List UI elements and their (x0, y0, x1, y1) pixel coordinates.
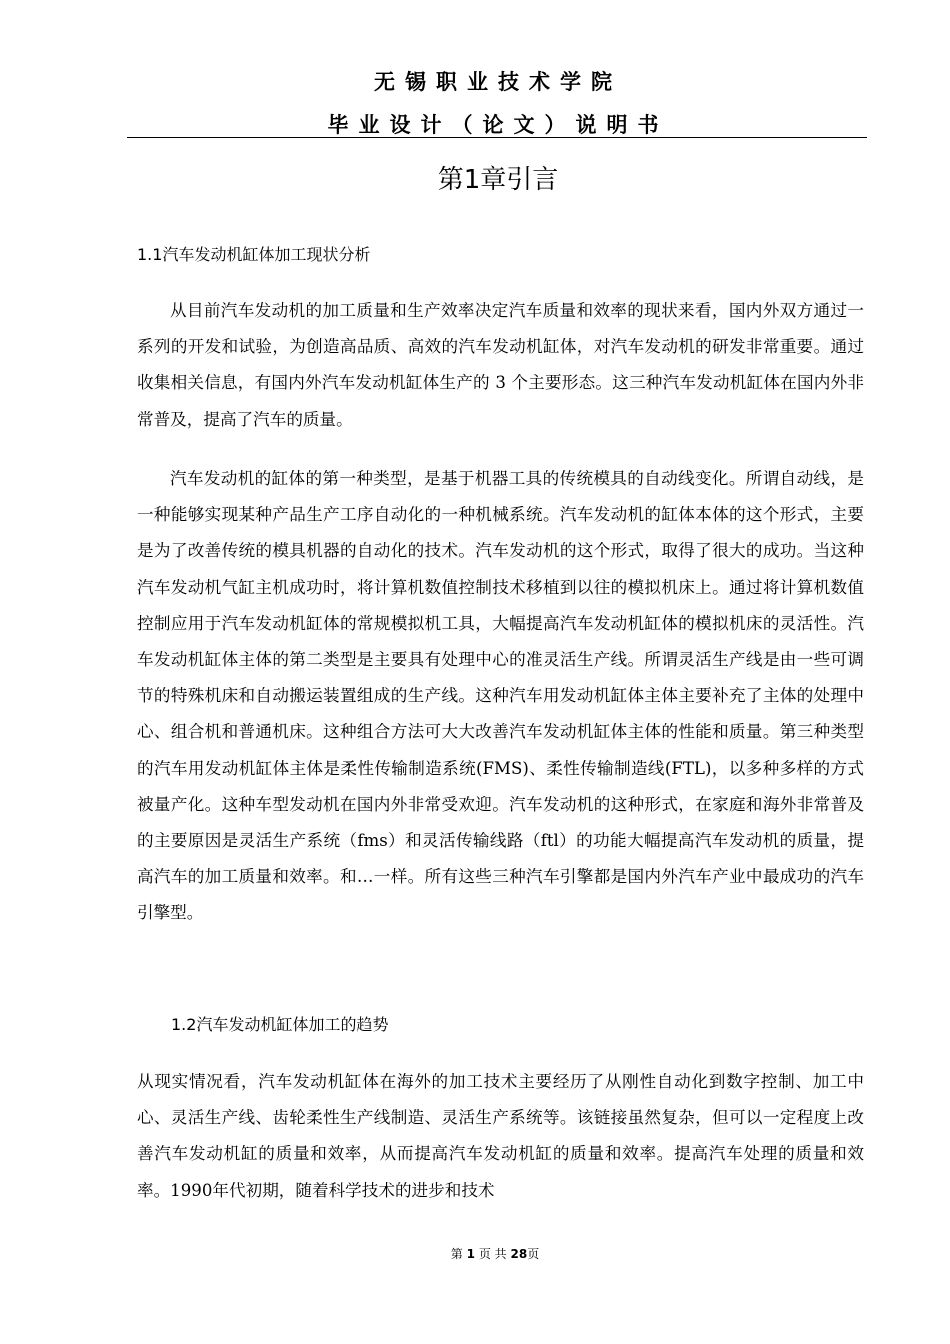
current-page-number: 1 (466, 1247, 475, 1261)
school-name: 无锡职业技术学院 (374, 70, 622, 94)
paragraph: 汽车发动机的缸体的第一种类型，是基于机器工具的传统模具的自动线变化。所谓自动线，是一种能够实现某种产品生产工序自动化的一种机械系统。汽车发动机的缸体本体的这个形式，主要是为了改善传统的模具机器的自动化的技术。汽车发动机的这个形式，取得了很大的成功。当这种汽车发动机气缸主机成功时，将计算机数值控制技术移植到以往的模拟机床上。通过将计算机数值控制应用于汽车发动机缸体的常规模拟机工具，大幅提高汽车发动机缸体的模拟机床的灵活性。汽车发动机缸体主体的第二类型是主要具有处理中心的准灵活生产线。所谓灵活生产线是由一些可调节的特殊机床和自动搬运装置组成的生产线。这种汽车用发动机缸体主体主要补充了主体的处理中心、组合机和普通机床。这种组合方法可大大改善汽车发动机缸体主体的性能和质量。第三种类型的汽车用发动机缸体主体是柔性传输制造系统(FMS)、柔性传输制造线(FTL)，以多种多样的方式被量产化。这种车型发动机在国内外非常受欢迎。汽车发动机的这种形式，在家庭和海外非常普及的主要原因是灵活生产系统（fms）和灵活传输线路（ftl）的功能大幅提高汽车发动机的质量，提高汽车的加工质量和效率。和…一样。所有这些三种汽车引擎都是国内外汽车产业中最成功的汽车引擎型。 (137, 469, 864, 923)
total-pages: 28 (510, 1247, 528, 1261)
chapter-title: 第1章引言 (437, 165, 559, 195)
footer-suffix: 页 (527, 1247, 540, 1261)
footer-middle: 页 共 (478, 1247, 507, 1261)
paragraph: 从现实情况看，汽车发动机缸体在海外的加工技术主要经历了从刚性自动化到数字控制、加工中心、灵活生产线、齿轮柔性生产线制造、灵活生产系统等。该链接虽然复杂，但可以一定程度上改善汽车发动机缸的质量和效率，从而提高汽车发动机缸的质量和效率。提高汽车处理的质量和效率。1990年代初期，随着科学技术的进步和技术 (137, 1072, 864, 1200)
section-heading-1-1: 1.1汽车发动机缸体加工现状分析 (137, 245, 371, 264)
footer-prefix: 第 (450, 1247, 463, 1261)
section-heading-1-2: 1.2汽车发动机缸体加工的趋势 (171, 1015, 389, 1034)
header-divider (127, 137, 867, 138)
paragraph: 从目前汽车发动机的加工质量和生产效率决定汽车质量和效率的现状来看，国内外双方通过一系列的开发和试验，为创造高品质、高效的汽车发动机缸体，对汽车发动机的研发非常重要。通过收集相关信息，有国内外汽车发动机缸体生产的 3 个主要形态。这三种汽车发动机缸体在国内外非常普及，提高了汽车的质量。 (137, 301, 864, 429)
page-footer (0, 1245, 950, 1263)
document-type-title: 毕业设计（论文）说明书 (327, 113, 669, 137)
